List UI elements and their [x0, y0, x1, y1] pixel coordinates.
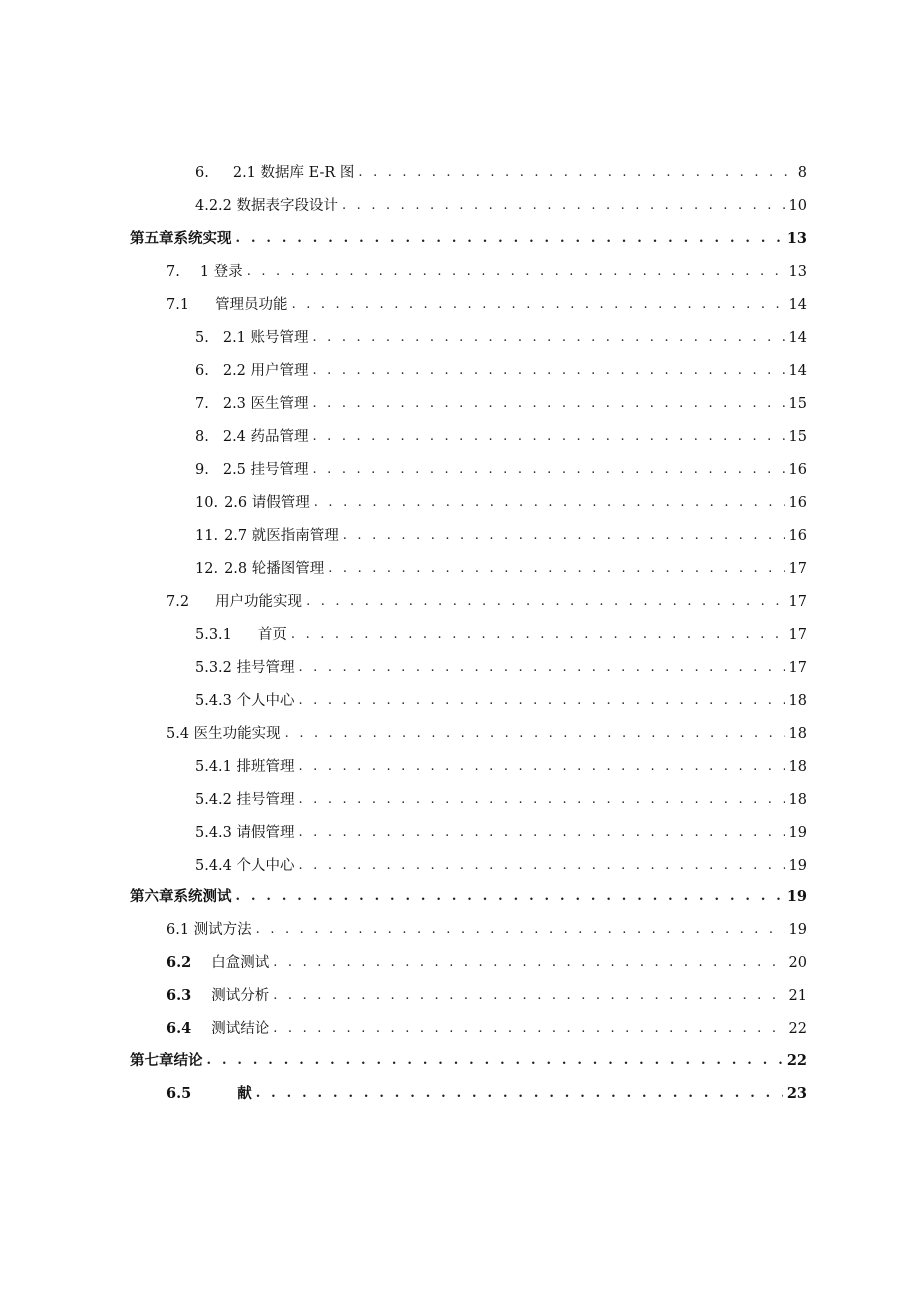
- toc-entry-title: 6.1 测试方法: [166, 922, 252, 938]
- toc-entry-number: 7.: [195, 396, 209, 412]
- dot-leader: [313, 395, 785, 413]
- dot-leader: [299, 692, 785, 710]
- dot-leader: [342, 197, 785, 215]
- toc-entry-page: 22: [786, 1052, 807, 1069]
- dot-leader: [313, 461, 785, 479]
- toc-entry-page: 14: [788, 330, 807, 346]
- dot-leader: [256, 921, 785, 939]
- dot-leader: [299, 857, 785, 875]
- dot-leader: [273, 1020, 784, 1038]
- toc-entry-page: 18: [788, 759, 807, 775]
- toc-entry-number: 5.3.1: [195, 627, 232, 643]
- toc-entry[interactable]: [195, 455, 807, 479]
- toc-entry-page: 10: [788, 198, 807, 214]
- dot-leader: [236, 888, 783, 906]
- toc-entry[interactable]: [166, 587, 807, 611]
- toc-entry[interactable]: [166, 1014, 807, 1038]
- toc-entry[interactable]: [195, 191, 807, 215]
- dot-leader: [328, 560, 784, 578]
- toc-entry-page: 15: [788, 396, 807, 412]
- toc-entry-page: 8: [797, 165, 807, 181]
- dot-leader: [292, 296, 785, 314]
- toc-entry-title: 2.8 轮播图管理: [224, 561, 325, 577]
- toc-entry-title: 2.1 账号管理: [222, 330, 309, 346]
- toc-entry-number: 12.: [195, 561, 219, 577]
- toc-entry-number: 6.3: [166, 987, 192, 1004]
- dot-leader: [291, 626, 785, 644]
- toc-entry-number: 6.4: [166, 1020, 192, 1037]
- dot-leader: [358, 164, 789, 182]
- toc-entry-title: 1 登录: [199, 264, 243, 280]
- toc-entry-page: 15: [788, 429, 807, 445]
- dot-leader: [313, 362, 785, 380]
- dot-leader: [343, 527, 785, 545]
- toc-entry-page: 18: [788, 792, 807, 808]
- toc-entry-number: 6.2: [166, 954, 192, 971]
- toc-entry-title: 2.5 挂号管理: [222, 462, 309, 478]
- toc-entry-page: 13: [788, 264, 807, 280]
- toc-entry-number: 9.: [195, 462, 209, 478]
- toc-entry-title: 5.4.2 挂号管理: [195, 792, 295, 808]
- toc-entry-page: 13: [786, 230, 807, 247]
- toc-entry-page: 20: [788, 955, 807, 971]
- dot-leader: [247, 263, 785, 281]
- dot-leader: [299, 791, 785, 809]
- toc-entry-title: 第七章结论: [130, 1052, 203, 1069]
- toc-entry[interactable]: [195, 752, 807, 776]
- toc-entry-number: 6.5: [166, 1085, 192, 1102]
- toc-chapter-entry[interactable]: [130, 224, 807, 248]
- toc-entry-number: 5.: [195, 330, 209, 346]
- toc-entry-title: 第五章系统实现: [130, 230, 232, 247]
- toc-entry-page: 16: [788, 528, 807, 544]
- toc-entry-title: 5.4.1 排班管理: [195, 759, 295, 775]
- toc-entry-page: 23: [786, 1085, 807, 1102]
- toc-entry[interactable]: [166, 948, 807, 972]
- dot-leader: [285, 725, 785, 743]
- dot-leader: [273, 954, 784, 972]
- toc-entry-title: 2.4 药品管理: [222, 429, 309, 445]
- toc-entry[interactable]: [195, 851, 807, 875]
- toc-entry-title: 2.7 就医指南管理: [224, 528, 339, 544]
- toc-entry[interactable]: [195, 422, 807, 446]
- toc-entry[interactable]: [195, 785, 807, 809]
- toc-entry-page: 16: [788, 495, 807, 511]
- dot-leader: [256, 1085, 783, 1103]
- dot-leader: [273, 987, 784, 1005]
- toc-entry-page: 22: [788, 1021, 807, 1037]
- toc-entry-title: 4.2.2 数据表字段设计: [195, 198, 339, 214]
- toc-entry-page: 19: [788, 858, 807, 874]
- toc-entry-number: 11.: [195, 528, 219, 544]
- dot-leader: [313, 329, 785, 347]
- toc-entry[interactable]: [195, 554, 807, 578]
- toc-entry-number: 6.: [195, 363, 209, 379]
- toc-chapter-entry[interactable]: [130, 882, 807, 906]
- toc-entry-title: 2.2 用户管理: [222, 363, 309, 379]
- toc-entry-title: 测试分析: [211, 988, 270, 1004]
- toc-entry[interactable]: [166, 290, 807, 314]
- toc-entry-title: 5.4.3 个人中心: [195, 693, 295, 709]
- toc-entry-title: 2.3 医生管理: [222, 396, 309, 412]
- toc-entry-title: 5.3.2 挂号管理: [195, 660, 295, 676]
- toc-entry-title: 5.4.3 请假管理: [195, 825, 295, 841]
- toc-entry-number: 10.: [195, 495, 219, 511]
- toc-entry[interactable]: [195, 686, 807, 710]
- toc-entry-title: 管理员功能: [215, 297, 288, 313]
- toc-entry[interactable]: [195, 653, 807, 677]
- toc-entry-page: 17: [788, 627, 807, 643]
- toc-entry-title: 首页: [257, 627, 287, 643]
- toc-entry-page: 17: [788, 561, 807, 577]
- dot-leader: [299, 824, 785, 842]
- toc-entry-page: 14: [788, 363, 807, 379]
- toc-entry-page: 17: [788, 594, 807, 610]
- toc-entry-page: 17: [788, 660, 807, 676]
- toc-entry-page: 14: [788, 297, 807, 313]
- toc-entry-page: 16: [788, 462, 807, 478]
- toc-entry-page: 19: [788, 825, 807, 841]
- toc-entry[interactable]: [195, 620, 807, 644]
- dot-leader: [314, 494, 785, 512]
- toc-entry[interactable]: [195, 158, 807, 182]
- toc-entry[interactable]: [195, 389, 807, 413]
- dot-leader: [299, 659, 785, 677]
- toc-entry[interactable]: [166, 981, 807, 1005]
- toc-entry-page: 18: [788, 726, 807, 742]
- toc-entry-number: 7.2: [166, 594, 190, 610]
- toc-entry-title: 2.1 数据库 E-R 图: [232, 165, 355, 181]
- toc-entry-number: 7.: [166, 264, 180, 280]
- toc-entry-number: 7.1: [166, 297, 190, 313]
- toc-entry[interactable]: [195, 488, 807, 512]
- toc-entry-title: 献: [237, 1085, 252, 1102]
- toc-entry-title: 5.4 医生功能实现: [166, 726, 281, 742]
- toc-entry[interactable]: [195, 818, 807, 842]
- toc-entry-title: 白盒测试: [211, 955, 270, 971]
- dot-leader: [236, 230, 783, 248]
- toc-entry-page: 18: [788, 693, 807, 709]
- toc-entry-number: 6.: [195, 165, 209, 181]
- toc-entry[interactable]: [166, 915, 807, 939]
- toc-entry-title: 第六章系统测试: [130, 888, 232, 905]
- toc-entry-number: 8.: [195, 429, 209, 445]
- toc-entry[interactable]: [166, 719, 807, 743]
- toc-entry[interactable]: [166, 1079, 807, 1103]
- toc-entry[interactable]: [195, 323, 807, 347]
- toc-entry-title: 测试结论: [211, 1021, 270, 1037]
- toc-entry-page: 21: [788, 988, 807, 1004]
- dot-leader: [207, 1052, 783, 1070]
- toc-chapter-entry[interactable]: [130, 1046, 807, 1070]
- toc-entry[interactable]: [195, 356, 807, 380]
- dot-leader: [306, 593, 784, 611]
- toc-entry[interactable]: [195, 521, 807, 545]
- toc-entry[interactable]: [166, 257, 807, 281]
- toc-entry-title: 2.6 请假管理: [224, 495, 310, 511]
- toc-entry-title: 用户功能实现: [215, 594, 303, 610]
- dot-leader: [299, 758, 785, 776]
- toc-entry-title: 5.4.4 个人中心: [195, 858, 295, 874]
- toc-entry-page: 19: [786, 888, 807, 905]
- toc-entry-page: 19: [788, 922, 807, 938]
- dot-leader: [313, 428, 785, 446]
